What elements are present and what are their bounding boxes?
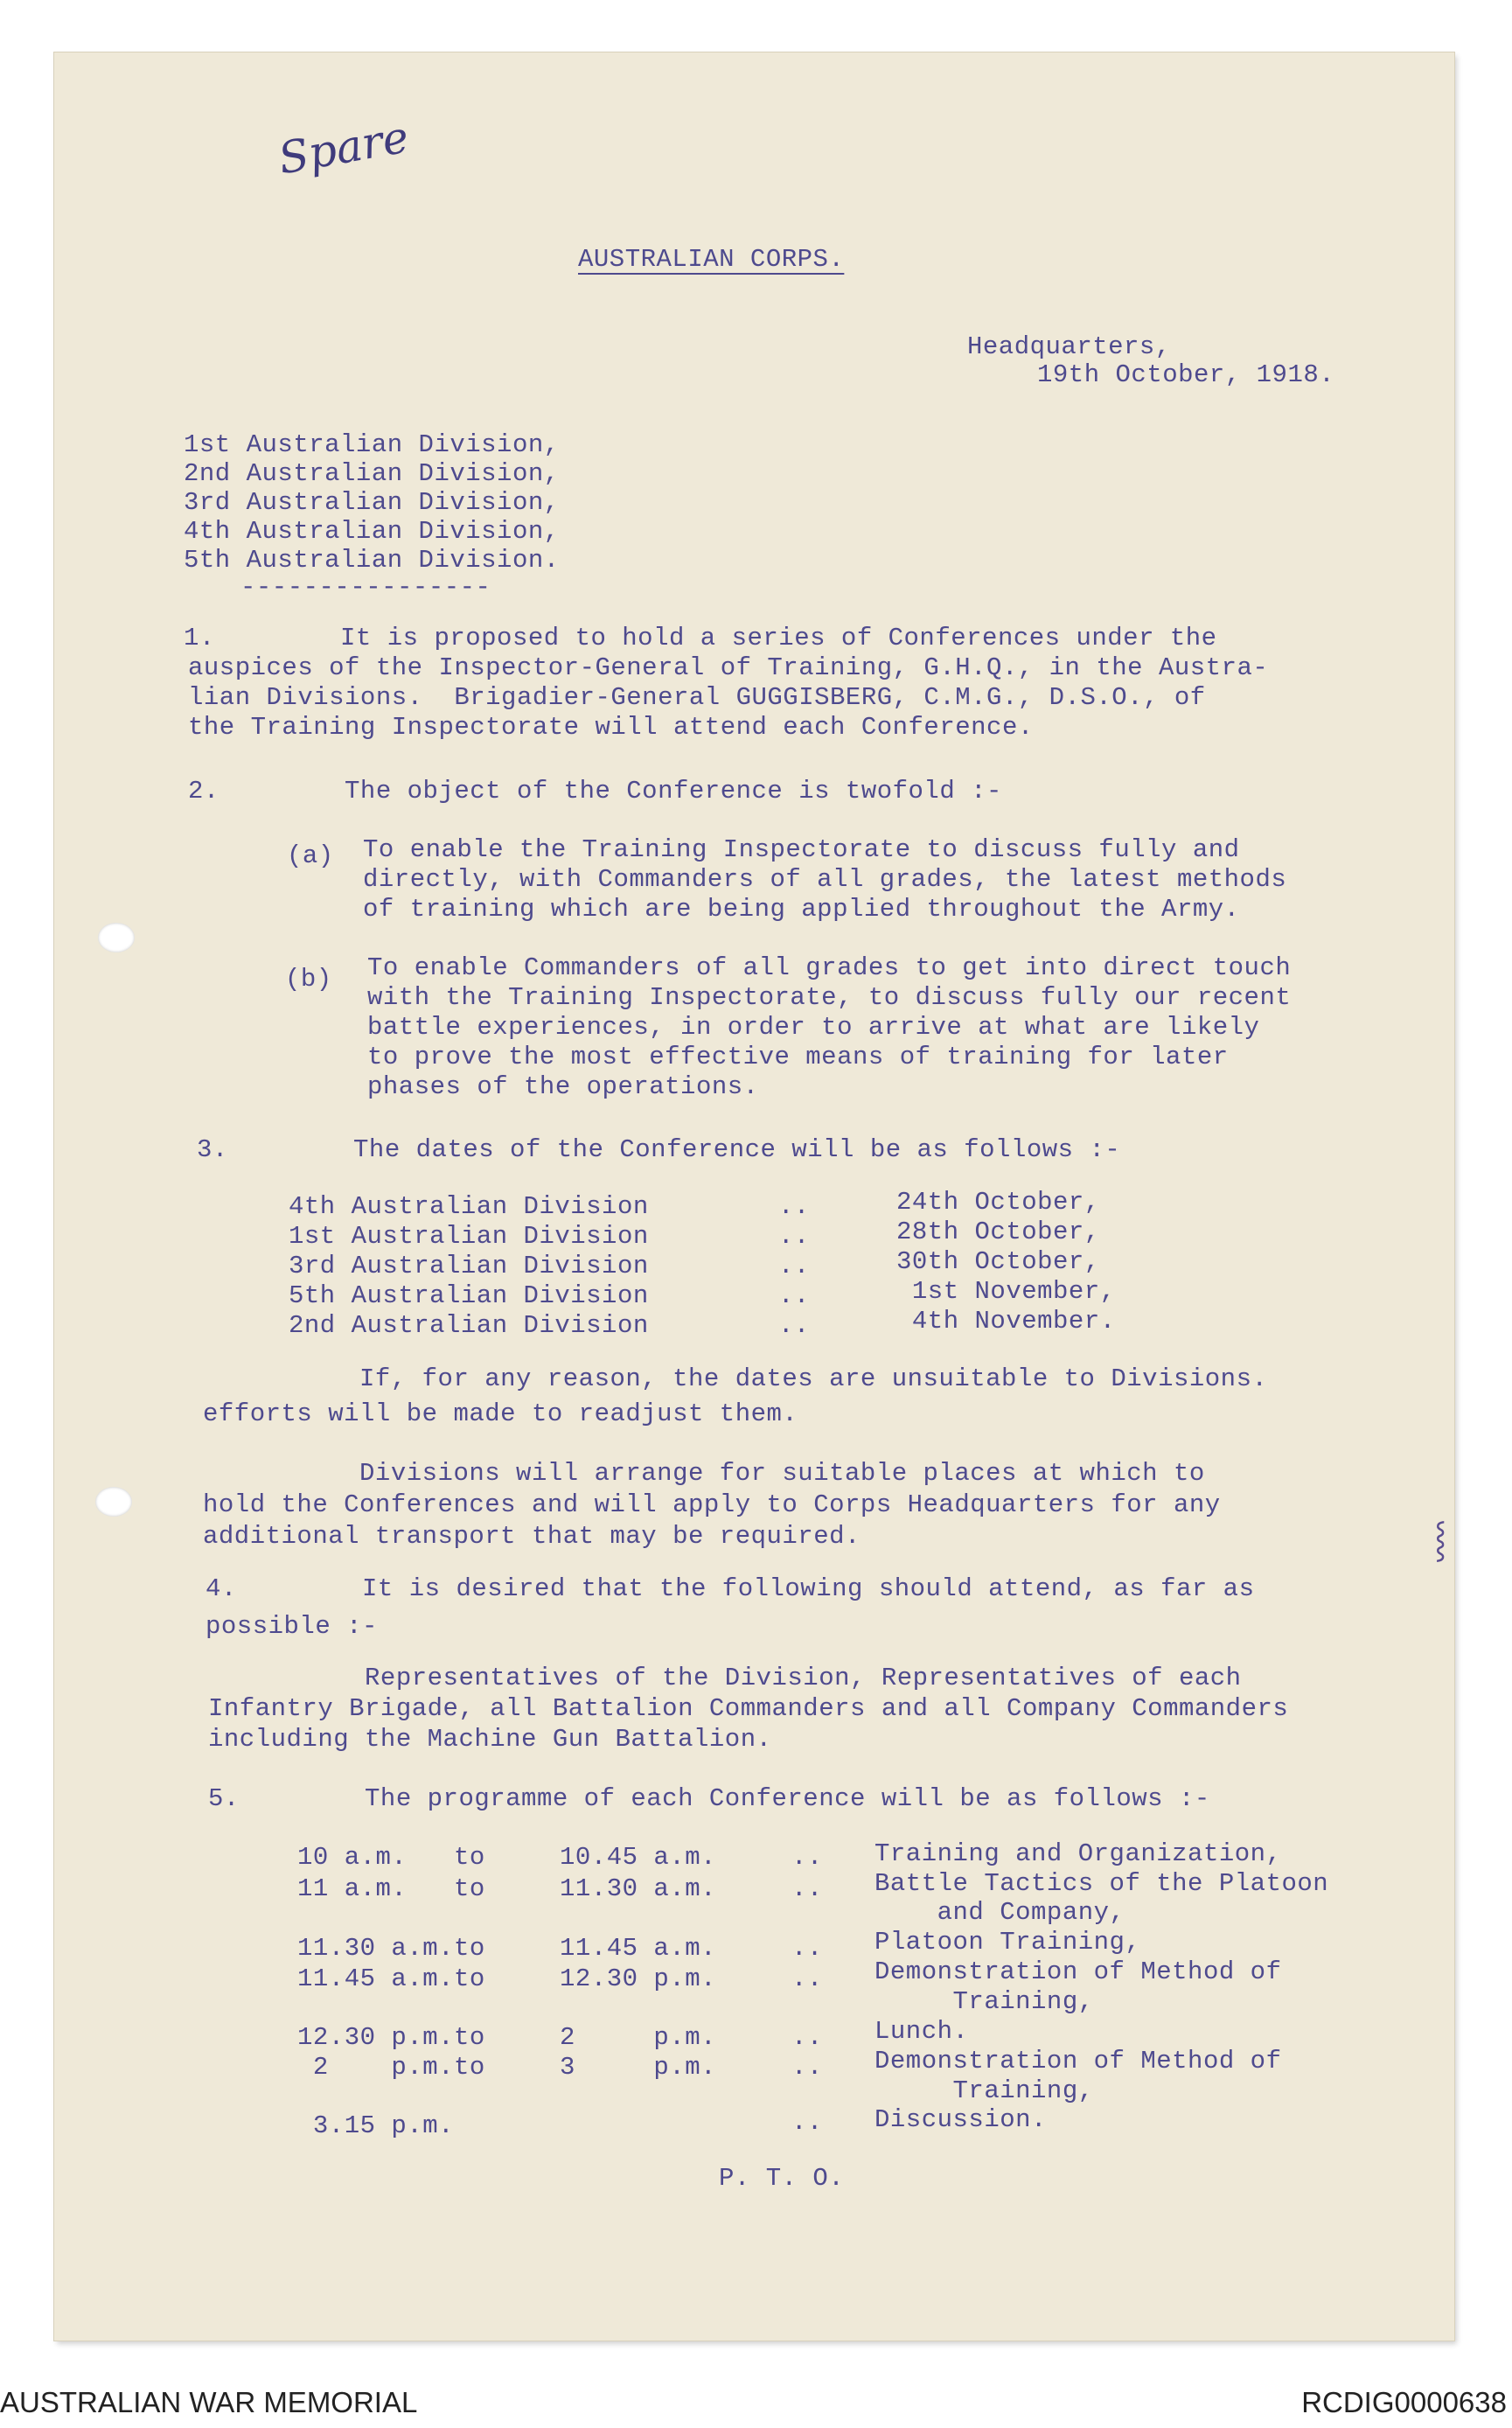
programme-end: 10.45 a.m. <box>560 1843 717 1872</box>
footer-institution: AUSTRALIAN WAR MEMORIAL <box>0 2386 418 2418</box>
para2-intro: 2. The object of the Conference is twofold :- <box>188 777 1002 806</box>
programme-item-cont: Training, <box>874 2076 1094 2105</box>
programme-start: 12.30 p.m.to <box>297 2023 485 2052</box>
para3-note2-line: additional transport that may be required. <box>203 1522 861 1551</box>
para3-note2-line: hold the Conferences and will apply to Corps Headquarters for any <box>203 1490 1221 1519</box>
programme-start: 10 a.m. to <box>297 1843 485 1872</box>
programme-separator: .. <box>791 2108 823 2137</box>
para1-line: the Training Inspectorate will attend each Conference. <box>188 713 1034 742</box>
punch-hole-lower <box>95 1487 132 1517</box>
programme-start: 3.15 p.m. <box>297 2111 455 2140</box>
para2-a-line: of training which are being applied throughout the Army. <box>363 895 1240 924</box>
programme-item: Platoon Training, <box>874 1928 1141 1957</box>
para4-intro-line: 4. It is desired that the following should attend, as far as <box>206 1574 1255 1603</box>
programme-separator: .. <box>791 1934 823 1963</box>
programme-item: Demonstration of Method of <box>874 1957 1282 1986</box>
schedule-separator: .. <box>778 1222 810 1251</box>
schedule-date: 1st November, <box>896 1277 1116 1306</box>
programme-separator: .. <box>791 1843 823 1872</box>
programme-end: 3 p.m. <box>560 2053 717 2082</box>
programme-start: 11.45 a.m.to <box>297 1964 485 1993</box>
programme-item: Demonstration of Method of <box>874 2047 1282 2076</box>
programme-separator: .. <box>791 2023 823 2052</box>
programme-end: 2 p.m. <box>560 2023 717 2052</box>
addressee: 2nd Australian Division, <box>184 459 560 488</box>
para1-line: lian Divisions. Brigadier-General GUGGISBERG, C.M.G., D.S.O., of <box>188 683 1206 712</box>
programme-separator: .. <box>791 1964 823 1993</box>
programme-start: 11.30 a.m.to <box>297 1934 485 1963</box>
programme-end: 11.45 a.m. <box>560 1934 717 1963</box>
para4-intro-line: possible :- <box>206 1612 378 1641</box>
programme-item-cont: Training, <box>874 1987 1094 2016</box>
document-title: AUSTRALIAN CORPS. <box>578 245 845 274</box>
schedule-division: 1st Australian Division <box>289 1222 649 1251</box>
para2-b-line: battle experiences, in order to arrive at what are likely <box>367 1013 1260 1042</box>
programme-item: Lunch. <box>874 2017 969 2046</box>
document-sheet <box>54 52 1454 2341</box>
para3-note1-line: If, for any reason, the dates are unsuitable to Divisions. <box>203 1364 1268 1393</box>
para4-body-line: including the Machine Gun Battalion. <box>208 1725 772 1754</box>
programme-item: Battle Tactics of the Platoon <box>874 1869 1329 1898</box>
origin-date: 19th October, 1918. <box>1037 360 1335 389</box>
para4-body-line: Infantry Brigade, all Battalion Commanders and all Company Commanders <box>208 1694 1289 1723</box>
programme-item: Discussion. <box>874 2105 1047 2134</box>
schedule-date: 4th November. <box>896 1307 1116 1336</box>
para4-body-line: Representatives of the Division, Representatives of each <box>208 1664 1242 1692</box>
addressee: 5th Australian Division. <box>184 546 560 575</box>
addressee: 1st Australian Division, <box>184 430 560 459</box>
programme-end: 12.30 p.m. <box>560 1964 717 1993</box>
para3-note2-line: Divisions will arrange for suitable places at which to <box>203 1459 1205 1488</box>
pto-mark: P. T. O. <box>719 2164 845 2193</box>
para2-b-line: to prove the most effective means of training for later <box>367 1043 1229 1071</box>
programme-start: 11 a.m. to <box>297 1874 485 1903</box>
para3-note1-line: efforts will be made to readjust them. <box>203 1399 798 1428</box>
separator-line: ---------------- <box>240 573 491 602</box>
addressee: 3rd Australian Division, <box>184 488 560 517</box>
para2-a-line: To enable the Training Inspectorate to discuss fully and <box>363 835 1240 864</box>
para1-line: 1. It is proposed to hold a series of Conferences under the <box>184 624 1217 652</box>
programme-separator: .. <box>791 1874 823 1903</box>
para2-b-line: To enable Commanders of all grades to get into direct touch <box>367 953 1292 982</box>
programme-item-cont: and Company, <box>874 1898 1125 1927</box>
handwritten-annotation: Spare <box>275 111 413 185</box>
punch-hole-upper <box>98 923 135 952</box>
programme-end: 11.30 a.m. <box>560 1874 717 1903</box>
para2-b-line: with the Training Inspectorate, to discuss fully our recent <box>367 983 1292 1012</box>
para5-intro: 5. The programme of each Conference will be as follows :- <box>208 1784 1210 1813</box>
schedule-division: 4th Australian Division <box>289 1192 649 1221</box>
footer-reference: RCDIG0000638 <box>1301 2386 1507 2418</box>
para1-line: auspices of the Inspector-General of Training, G.H.Q., in the Austra- <box>188 653 1269 682</box>
addressee: 4th Australian Division, <box>184 517 560 546</box>
schedule-separator: .. <box>778 1252 810 1280</box>
schedule-separator: .. <box>778 1192 810 1221</box>
programme-start: 2 p.m.to <box>297 2053 485 2082</box>
ink-mark-icon: ⸾ <box>1434 1520 1447 1559</box>
para2-b-line: phases of the operations. <box>367 1072 759 1101</box>
schedule-division: 3rd Australian Division <box>289 1252 649 1280</box>
programme-separator: .. <box>791 2053 823 2082</box>
schedule-separator: .. <box>778 1311 810 1340</box>
schedule-date: 24th October, <box>896 1188 1100 1217</box>
schedule-division: 2nd Australian Division <box>289 1311 649 1340</box>
para3-intro: 3. The dates of the Conference will be as follows :- <box>197 1135 1121 1164</box>
schedule-division: 5th Australian Division <box>289 1281 649 1310</box>
schedule-separator: .. <box>778 1281 810 1310</box>
origin-line-1: Headquarters, <box>967 332 1171 361</box>
schedule-date: 30th October, <box>896 1247 1100 1276</box>
para2-a-line: directly, with Commanders of all grades, the latest methods <box>363 865 1287 894</box>
para2-b-label: (b) <box>285 965 332 994</box>
programme-item: Training and Organization, <box>874 1839 1282 1868</box>
schedule-date: 28th October, <box>896 1217 1100 1246</box>
para2-a-label: (a) <box>287 841 334 870</box>
